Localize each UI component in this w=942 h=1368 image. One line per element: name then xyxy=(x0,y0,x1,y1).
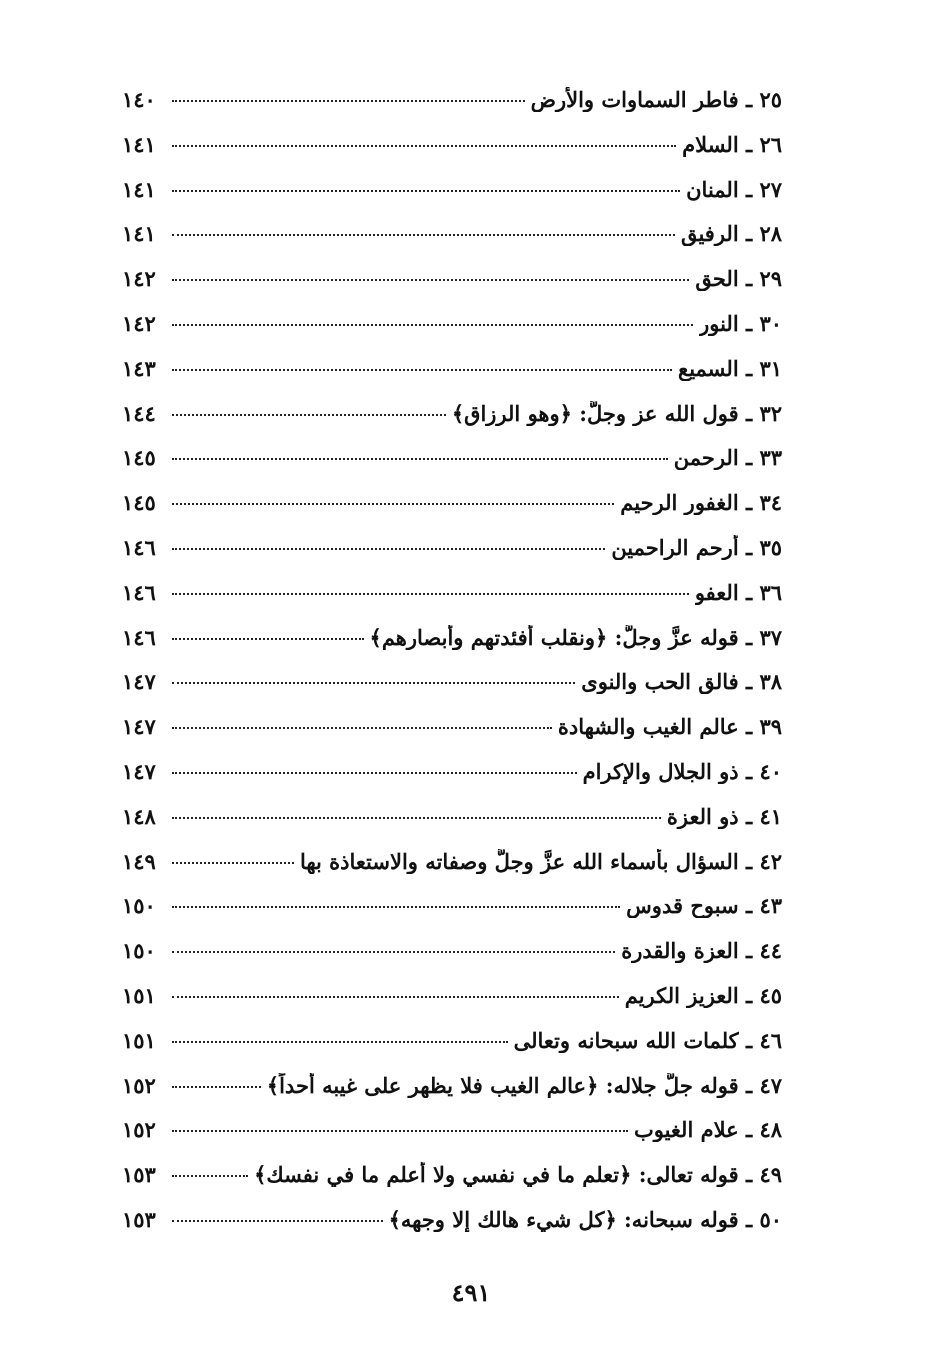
entry-page-number: ١٤٢ xyxy=(122,266,156,292)
entry-page-number: ١٥٠ xyxy=(122,938,156,964)
entry-page-number: ١٥٢ xyxy=(122,1117,156,1143)
entry-title: ٤١ ـ ذو العزة xyxy=(666,803,782,829)
entry-page-number: ١٤٦ xyxy=(122,624,156,650)
entry-title: ٤٨ ـ علام الغيوب xyxy=(633,1117,782,1143)
toc-entry xyxy=(122,669,782,714)
entry-title: ٢٥ ـ فاطر السماوات والأرض xyxy=(530,87,782,112)
dot-leader xyxy=(172,996,619,998)
dot-leader xyxy=(172,682,575,684)
toc-entry xyxy=(122,1162,782,1207)
entry-page-number: ١٤٧ xyxy=(122,669,156,695)
dot-leader xyxy=(172,548,605,550)
dot-leader xyxy=(172,862,294,864)
dot-leader xyxy=(172,817,661,819)
entry-page-number: ١٤٧ xyxy=(122,758,156,784)
toc-entry xyxy=(122,490,782,535)
toc-entry xyxy=(122,87,782,132)
dot-leader xyxy=(172,503,614,505)
toc-entry xyxy=(122,311,782,356)
entry-title: ٣٧ ـ قوله عزَّ وجلَّ: ﴿ونقلب أفئدتهم وأبصارهم﴾ xyxy=(369,624,782,650)
entry-page-number: ١٤٩ xyxy=(122,848,156,874)
entry-title: ٣٢ ـ قول الله عز وجلَّ: ﴿وهو الرزاق﴾ xyxy=(451,400,782,426)
entry-title: ٤٤ ـ العزة والقدرة xyxy=(621,938,782,964)
entry-title: ٤٥ ـ العزيز الكريم xyxy=(624,982,782,1008)
entry-title: ٤٢ ـ السؤال بأسماء الله عزَّ وجلَّ وصفاته والاستعاذة بها xyxy=(299,848,782,874)
entry-title: ٤٠ ـ ذو الجلال والإكرام xyxy=(582,758,782,784)
entry-title: ٢٨ ـ الرفيق xyxy=(680,221,782,247)
toc-entry xyxy=(122,849,782,894)
entry-page-number: ١٤١ xyxy=(122,176,156,202)
entry-title: ٤٧ ـ قوله جلَّ جلاله: ﴿عالم الغيب فلا يظهر على غيبه أحداً﴾ xyxy=(266,1072,782,1098)
toc-entry xyxy=(122,580,782,625)
dot-leader xyxy=(172,1041,508,1043)
toc-entry xyxy=(122,445,782,490)
dot-leader xyxy=(172,279,689,281)
dot-leader xyxy=(172,1175,248,1177)
dot-leader xyxy=(172,369,672,371)
entry-page-number: ١٤٥ xyxy=(122,445,156,471)
toc-entry xyxy=(122,1207,782,1252)
entry-title: ٤٦ ـ كلمات الله سبحانه وتعالى xyxy=(513,1027,782,1053)
dot-leader xyxy=(172,593,689,595)
entry-page-number: ١٤٧ xyxy=(122,714,156,740)
toc-entry xyxy=(122,535,782,580)
toc-entry xyxy=(122,177,782,222)
dot-leader xyxy=(172,414,446,416)
dot-leader xyxy=(172,727,552,729)
dot-leader xyxy=(172,1086,261,1088)
entry-title: ٣٠ ـ النور xyxy=(699,310,782,336)
entry-page-number: ١٥٣ xyxy=(122,1162,156,1188)
entry-page-number: ١٤٢ xyxy=(122,310,156,336)
entry-title: ٤٣ ـ سبوح قدوس xyxy=(626,893,782,919)
entry-page-number: ١٤٤ xyxy=(122,400,156,426)
toc-entry xyxy=(122,132,782,177)
entry-title: ٢٧ ـ المنان xyxy=(686,176,782,202)
toc-entry xyxy=(122,221,782,266)
dot-leader xyxy=(172,100,525,102)
entry-title: ٣٥ ـ أرحم الراحمين xyxy=(611,534,782,560)
entry-title: ٣٦ ـ العفو xyxy=(694,579,782,605)
entry-page-number: ١٥٠ xyxy=(122,893,156,919)
table-of-contents xyxy=(122,87,782,1252)
dot-leader xyxy=(172,906,620,908)
entry-title: ٣٤ ـ الغفور الرحيم xyxy=(620,490,782,516)
entry-title: ٣٣ ـ الرحمن xyxy=(673,445,782,471)
dot-leader xyxy=(172,638,364,640)
toc-entry xyxy=(122,356,782,401)
toc-entry xyxy=(122,893,782,938)
toc-entry xyxy=(122,714,782,759)
toc-entry xyxy=(122,401,782,446)
dot-leader xyxy=(172,951,615,953)
toc-entry xyxy=(122,1073,782,1118)
dot-leader xyxy=(172,1220,383,1222)
dot-leader xyxy=(172,1130,628,1132)
entry-title: ٢٩ ـ الحق xyxy=(695,266,782,292)
entry-page-number: ١٤٦ xyxy=(122,579,156,605)
dot-leader xyxy=(172,190,680,192)
entry-title: ٤٩ ـ قوله تعالى: ﴿تعلم ما في نفسي ولا أعلم ما في نفسك﴾ xyxy=(254,1162,782,1188)
entry-page-number: ١٤١ xyxy=(122,221,156,247)
dot-leader xyxy=(172,458,668,460)
toc-entry xyxy=(122,759,782,804)
entry-page-number: ١٤٦ xyxy=(122,534,156,560)
dot-leader xyxy=(172,324,693,326)
entry-title: ٣١ ـ السميع xyxy=(678,355,782,381)
toc-entry xyxy=(122,938,782,983)
entry-page-number: ١٤٥ xyxy=(122,490,156,516)
entry-page-number: ١٤٠ xyxy=(122,87,156,112)
entry-page-number: ١٥١ xyxy=(122,1027,156,1053)
entry-page-number: ١٥١ xyxy=(122,982,156,1008)
toc-entry xyxy=(122,1117,782,1162)
dot-leader xyxy=(172,234,675,236)
entry-page-number: ١٥٢ xyxy=(122,1072,156,1098)
entry-page-number: ١٤٨ xyxy=(122,803,156,829)
entry-page-number: ١٥٣ xyxy=(122,1206,156,1232)
entry-title: ٥٠ ـ قوله سبحانه: ﴿كل شيء هالك إلا وجهه﴾ xyxy=(388,1206,782,1232)
toc-entry xyxy=(122,804,782,849)
toc-entry xyxy=(122,625,782,670)
entry-title: ٢٦ ـ السلام xyxy=(682,131,782,157)
page-number: ٤٩١ xyxy=(451,1278,491,1307)
entry-page-number: ١٤٣ xyxy=(122,355,156,381)
dot-leader xyxy=(172,772,577,774)
toc-entry xyxy=(122,983,782,1028)
entry-title: ٣٩ ـ عالم الغيب والشهادة xyxy=(557,714,782,740)
toc-entry xyxy=(122,1028,782,1073)
entry-page-number: ١٤١ xyxy=(122,131,156,157)
dot-leader xyxy=(172,145,676,147)
toc-entry xyxy=(122,266,782,311)
entry-title: ٣٨ ـ فالق الحب والنوى xyxy=(581,669,782,695)
